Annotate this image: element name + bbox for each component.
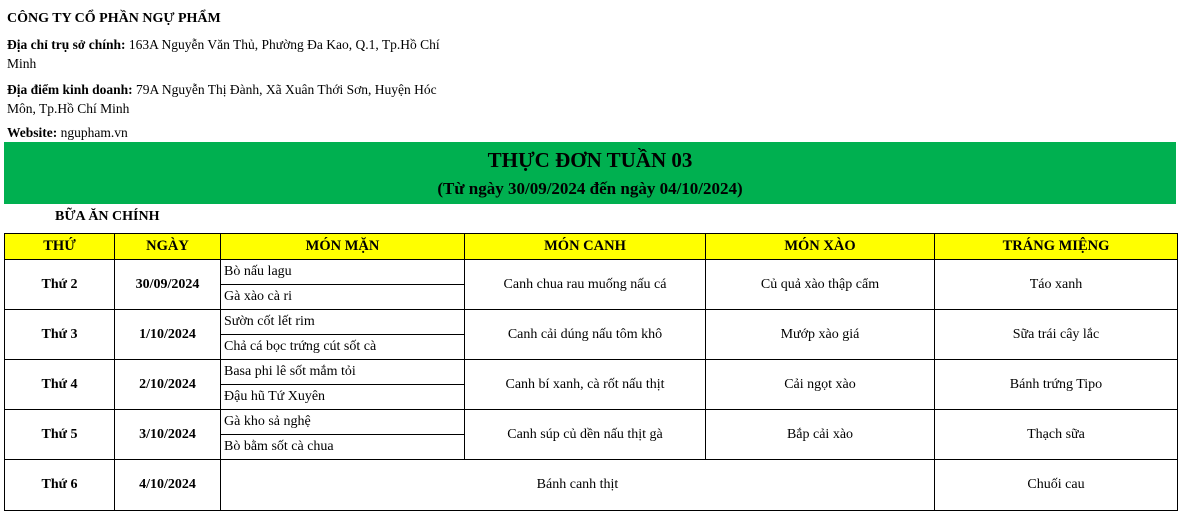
header-main-dish: MÓN MẶN <box>221 234 465 260</box>
table-row <box>5 460 1178 511</box>
menu-title: THỰC ĐƠN TUẦN 03 <box>487 148 693 172</box>
cell-date: 3/10/2024 <box>115 410 221 460</box>
header-dessert: TRÁNG MIỆNG <box>935 234 1178 260</box>
web-value: ngupham.vn <box>57 125 128 140</box>
cell-day: Thứ 3 <box>5 310 115 360</box>
cell-date: 30/09/2024 <box>115 260 221 310</box>
cell-main-dish-2: Gà xào cà ri <box>221 285 465 310</box>
cell-dessert: Sữa trái cây lắc <box>935 310 1178 360</box>
menu-table <box>4 233 1178 511</box>
biz-value: 79A Nguyễn Thị Đành, Xã Xuân Thới Sơn, Huyện Hóc Môn, Tp.Hồ Chí Minh <box>7 82 437 116</box>
menu-date-range: (Từ ngày 30/09/2024 đến ngày 04/10/2024) <box>437 179 743 198</box>
menu-banner <box>4 142 1176 204</box>
cell-main-dish-1: Bò nấu lagu <box>221 260 465 285</box>
cell-soup: Canh cải dúng nấu tôm khô <box>465 310 706 360</box>
cell-main-dish-2: Chả cá bọc trứng cút sốt cà <box>221 335 465 360</box>
cell-soup: Canh bí xanh, cà rốt nấu thịt <box>465 360 706 410</box>
cell-main-dish-2: Bò bằm sốt cà chua <box>221 435 465 460</box>
header-soup: MÓN CANH <box>465 234 706 260</box>
cell-day: Thứ 5 <box>5 410 115 460</box>
web-label: Website: <box>7 125 58 140</box>
cell-date: 2/10/2024 <box>115 360 221 410</box>
cell-main-dish-1: Gà kho sả nghệ <box>221 410 465 435</box>
cell-day: Thứ 6 <box>5 460 115 511</box>
cell-main-dish-1: Sườn cốt lết rim <box>221 310 465 335</box>
cell-date: 4/10/2024 <box>115 460 221 511</box>
cell-stir-fry: Cải ngọt xào <box>706 360 935 410</box>
cell-dessert: Chuối cau <box>935 460 1178 511</box>
cell-main-dish-2: Đậu hũ Tứ Xuyên <box>221 385 465 410</box>
table-header-row <box>5 234 1178 260</box>
cell-stir-fry: Củ quả xào thập cẩm <box>706 260 935 310</box>
cell-day: Thứ 4 <box>5 360 115 410</box>
header-day: THỨ <box>5 234 115 260</box>
cell-merged-dish: Bánh canh thịt <box>221 460 935 511</box>
table-row <box>5 260 1178 285</box>
cell-day: Thứ 2 <box>5 260 115 310</box>
table-row <box>5 310 1178 335</box>
business-address <box>7 80 447 118</box>
cell-stir-fry: Mướp xào giá <box>706 310 935 360</box>
cell-date: 1/10/2024 <box>115 310 221 360</box>
website <box>7 123 128 142</box>
hq-address <box>7 35 447 73</box>
hq-value: 163A Nguyễn Văn Thủ, Phường Đa Kao, Q.1, Tp.Hồ Chí Minh <box>7 37 440 71</box>
biz-label: Địa điểm kinh doanh: <box>7 82 133 97</box>
cell-stir-fry: Bắp cải xào <box>706 410 935 460</box>
cell-main-dish-1: Basa phi lê sốt mắm tỏi <box>221 360 465 385</box>
table-row <box>5 360 1178 385</box>
header-date: NGÀY <box>115 234 221 260</box>
header-stir-fry: MÓN XÀO <box>706 234 935 260</box>
cell-soup: Canh chua rau muống nấu cá <box>465 260 706 310</box>
cell-dessert: Thạch sữa <box>935 410 1178 460</box>
hq-label: Địa chỉ trụ sở chính: <box>7 37 126 52</box>
cell-dessert: Táo xanh <box>935 260 1178 310</box>
company-name: CÔNG TY CỔ PHẦN NGỰ PHẨM <box>7 11 221 26</box>
table-row <box>5 410 1178 435</box>
cell-dessert: Bánh trứng Tipo <box>935 360 1178 410</box>
cell-soup: Canh súp củ dền nấu thịt gà <box>465 410 706 460</box>
section-title: BỮA ĂN CHÍNH <box>55 209 160 224</box>
